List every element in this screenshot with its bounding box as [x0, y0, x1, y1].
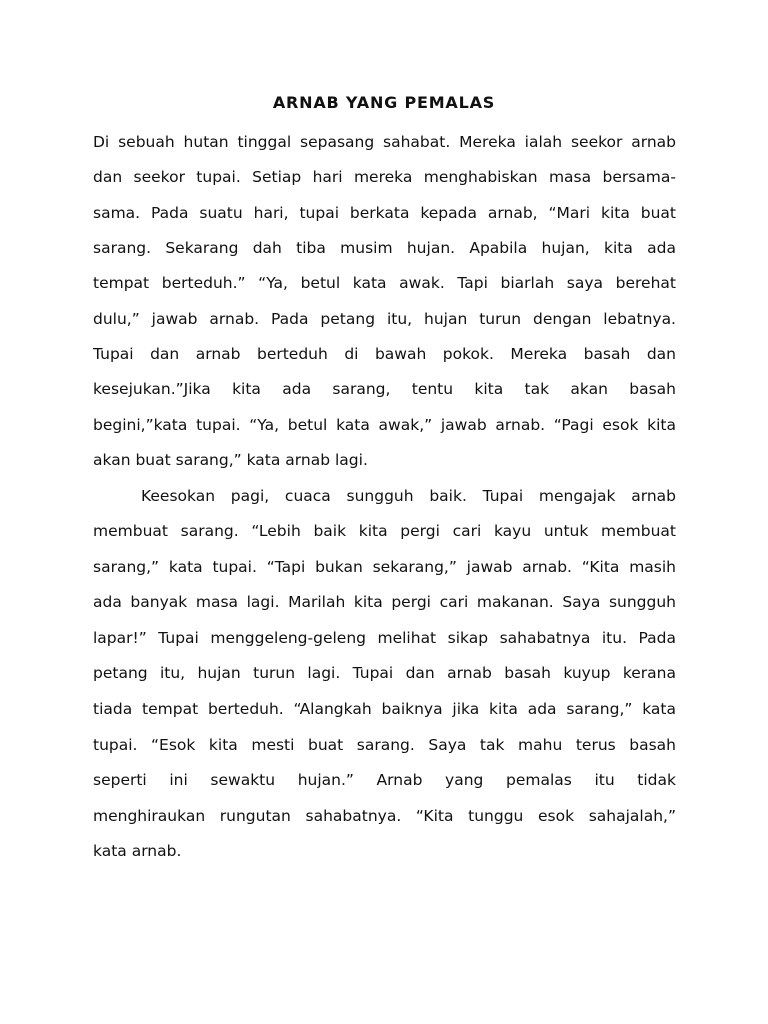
- text-line: Di sebuah hutan tinggal sepasang sahabat. Mereka ialah seekor arnab: [93, 133, 676, 151]
- text-line: tiada tempat berteduh. “Alangkah baiknya jika kita ada sarang,” kata: [93, 700, 676, 718]
- text-line: kesejukan.”Jika kita ada sarang, tentu kita tak akan basah: [93, 380, 676, 398]
- text-line: akan buat sarang,” kata arnab lagi.: [93, 451, 368, 469]
- text-line: seperti ini sewaktu hujan.” Arnab yang pemalas itu tidak: [93, 771, 676, 789]
- text-line: membuat sarang. “Lebih baik kita pergi cari kayu untuk membuat: [93, 522, 676, 540]
- text-line: tupai. “Esok kita mesti buat sarang. Saya tak mahu terus basah: [93, 736, 676, 754]
- document-title: ARNAB YANG PEMALAS: [272, 93, 496, 112]
- text-line: petang itu, hujan turun lagi. Tupai dan arnab basah kuyup kerana: [93, 664, 676, 682]
- text-line: sama. Pada suatu hari, tupai berkata kepada arnab, “Mari kita buat: [93, 204, 676, 222]
- text-line: kata arnab.: [93, 842, 182, 860]
- text-line: dulu,” jawab arnab. Pada petang itu, hujan turun dengan lebatnya.: [93, 310, 676, 328]
- text-line: dan seekor tupai. Setiap hari mereka menghabiskan masa bersama-: [93, 168, 676, 186]
- text-line: sarang,” kata tupai. “Tapi bukan sekarang,” jawab arnab. “Kita masih: [93, 558, 676, 576]
- text-line: ada banyak masa lagi. Marilah kita pergi cari makanan. Saya sungguh: [93, 593, 676, 611]
- text-line: Tupai dan arnab berteduh di bawah pokok. Mereka basah dan: [93, 345, 676, 363]
- text-line: lapar!” Tupai menggeleng-geleng melihat sikap sahabatnya itu. Pada: [93, 629, 676, 647]
- text-line: menghiraukan rungutan sahabatnya. “Kita tunggu esok sahajalah,”: [93, 807, 676, 825]
- text-line: sarang. Sekarang dah tiba musim hujan. Apabila hujan, kita ada: [93, 239, 676, 257]
- text-line: tempat berteduh.” “Ya, betul kata awak. Tapi biarlah saya berehat: [93, 274, 676, 292]
- text-line: Keesokan pagi, cuaca sungguh baik. Tupai mengajak arnab: [141, 487, 676, 505]
- text-line: begini,”kata tupai. “Ya, betul kata awak,” jawab arnab. “Pagi esok kita: [93, 416, 676, 434]
